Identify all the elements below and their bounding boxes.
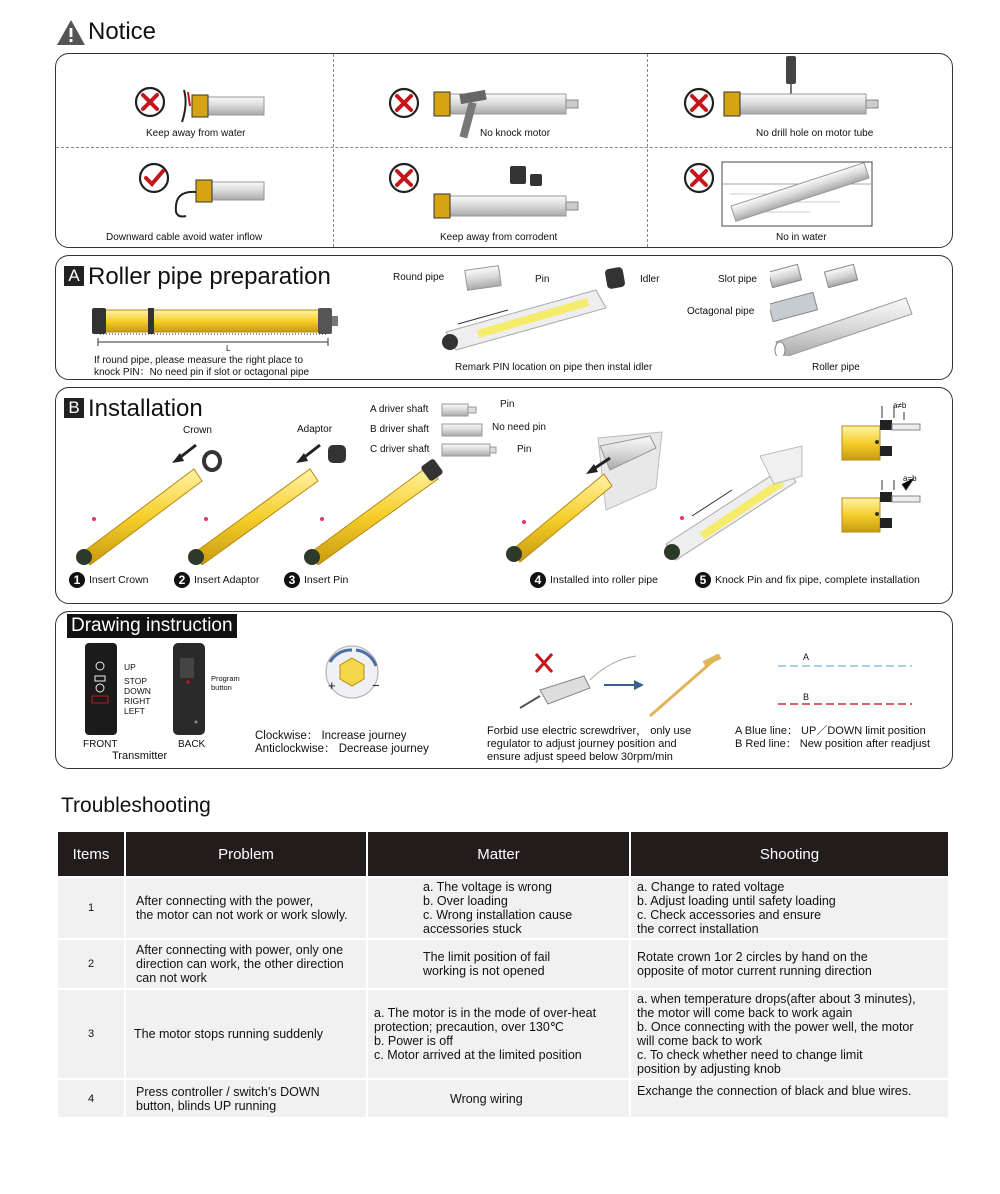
octagonal-pipe-label: Octagonal pipe: [687, 306, 755, 317]
install-step-1: 1 Insert Crown: [69, 572, 149, 588]
length-label: L: [226, 344, 231, 353]
notice-caption: No in water: [776, 232, 827, 243]
troubleshooting-table: [58, 832, 948, 1117]
shaft-a-note: Pin: [500, 399, 515, 410]
install-step-3: 3 Insert Pin: [284, 572, 348, 588]
motor-corrodent-illustration: [430, 160, 590, 220]
install-step-5: 5 Knock Pin and fix pipe, complete installation: [695, 572, 920, 588]
prohibited-icon: [683, 87, 715, 119]
table-row: [58, 939, 948, 989]
transmitter-label: Transmitter: [112, 750, 168, 762]
adaptor-label: Adaptor: [297, 424, 333, 435]
row-problem: The motor stops running suddenly: [125, 989, 367, 1079]
row-item: 3: [58, 989, 125, 1079]
knob-plus: +: [328, 678, 336, 693]
shaft-b-label: B driver shaft: [370, 424, 429, 435]
row-shooting: a. Change to rated voltage b. Adjust loading until safety loading c. Check accessories and ensure the correct installation: [630, 877, 948, 939]
round-pipe-illustration: [438, 262, 638, 362]
row-item: 2: [58, 939, 125, 989]
remote-label-down: DOWN: [124, 686, 151, 696]
install-step5-illustration: [662, 436, 812, 566]
arrow-right-icon: [604, 680, 644, 690]
remote-label-up: UP: [124, 662, 136, 672]
knob-minus: −: [372, 678, 380, 693]
row-problem: After connecting with the power, the motor can not work or work slowly.: [125, 877, 367, 939]
notice-caption: Downward cable avoid water inflow: [106, 232, 263, 243]
limit-lines-illustration: [776, 662, 914, 708]
install-step4-illustration: [500, 418, 670, 568]
notice-panel: [55, 53, 953, 248]
table-row: [58, 989, 948, 1079]
line-a-label: A: [803, 652, 810, 662]
pin-label: Pin: [535, 274, 550, 285]
warning-icon: [56, 19, 86, 46]
installation-title: B Installation: [64, 395, 203, 423]
line-b-label: B: [803, 692, 810, 702]
shaft-c-label: C driver shaft: [370, 444, 430, 455]
regulator-illustration: [644, 654, 724, 720]
row-matter: a. The motor is in the mode of over-heat protection; precaution, over 130℃ b. Power is off c. Motor arrived at the limited position: [367, 989, 630, 1079]
row-shooting: Exchange the connection of black and blue wires.: [630, 1079, 948, 1117]
row-item: 4: [58, 1079, 125, 1117]
row-matter: a. The voltage is wrong b. Over loading c. Wrong installation cause accessories stuck: [367, 877, 630, 939]
clockwise-text: Clockwise： Increase journey: [255, 730, 407, 742]
notice-caption: No knock motor: [480, 128, 551, 139]
round-pipe-label: Round pipe: [393, 272, 445, 283]
shaft-b-note: No need pin: [492, 422, 546, 433]
motor-drill-illustration: [720, 56, 888, 126]
roller-pipe-label: Roller pipe: [812, 362, 860, 373]
gap-label-unequal: a≠b: [893, 401, 907, 410]
remark-caption: Remark PIN location on pipe then instal idler: [455, 362, 653, 373]
header-items: Items: [58, 832, 125, 877]
row-matter: The limit position of fail working is not opened: [367, 939, 630, 989]
install-step-4: 4 Installed into roller pipe: [530, 572, 658, 588]
drawing-title: Drawing instruction: [67, 614, 237, 638]
table-row: [58, 877, 948, 939]
motor-cable-illustration: [168, 172, 268, 224]
shaft-c-note: Pin: [517, 444, 532, 455]
notice-title: Notice: [56, 18, 156, 46]
notice-caption: No drill hole on motor tube: [756, 128, 874, 139]
remote-label-left: LEFT: [124, 706, 145, 716]
transmitter-back: [172, 642, 208, 738]
roller-motor-illustration: [90, 304, 350, 354]
row-shooting: a. when temperature drops(after about 3 minutes), the motor will come back to work again b. Once connecting with the power well, the motor will come back to work c. To check whether need to change limit position by adjusting knob: [630, 989, 948, 1079]
lines-note: A Blue line： UP／DOWN limit position B Red line： New position after readjust: [735, 725, 931, 750]
install-step-2: 2 Insert Adaptor: [174, 572, 259, 588]
slot-pipe-label: Slot pipe: [718, 274, 757, 285]
notice-caption: Keep away from corrodent: [440, 232, 558, 243]
program-button-label: Program button: [211, 674, 240, 692]
crown-label: Crown: [183, 425, 212, 436]
prohibited-icon: [388, 162, 420, 194]
prohibited-icon: [388, 87, 420, 119]
motor-water-tank-illustration: [720, 160, 876, 228]
header-shooting: Shooting: [630, 832, 948, 877]
table-header-row: [58, 832, 948, 877]
remote-label-stop: STOP: [124, 676, 147, 686]
table-row: [58, 1079, 948, 1117]
gap-diagram-1: [840, 398, 940, 462]
roller-note: If round pipe, please measure the right place to knock PIN：No need pin if slot or octagonal pipe: [94, 355, 310, 378]
front-label: FRONT: [83, 739, 118, 750]
shaft-a-label: A driver shaft: [370, 404, 429, 415]
back-label: BACK: [178, 739, 206, 750]
anticlockwise-text: Anticlockwise： Decrease journey: [255, 743, 429, 755]
row-item: 1: [58, 877, 125, 939]
troubleshooting-title: Troubleshooting: [61, 794, 211, 817]
idler-label: Idler: [640, 274, 660, 285]
notice-caption: Keep away from water: [146, 128, 246, 139]
prohibited-icon: [134, 86, 166, 118]
header-matter: Matter: [367, 832, 630, 877]
motor-water-illustration: [174, 86, 266, 124]
roller-title: A Roller pipe preparation: [64, 263, 331, 291]
row-shooting: Rotate crown 1or 2 circles by hand on the opposite of motor current running direction: [630, 939, 948, 989]
row-matter: Wrong wiring: [367, 1079, 630, 1117]
driver-shafts-illustration: [440, 394, 500, 460]
forbid-text: Forbid use electric screwdriver， only use regulator to adjust journey position and ensure adjust speed below 30rpm/min: [487, 725, 692, 763]
allowed-icon: [138, 162, 170, 194]
prohibited-icon: [683, 162, 715, 194]
remote-label-right: RIGHT: [124, 696, 151, 706]
row-problem: After connecting with power, only one direction can work, the other direction can not work: [125, 939, 367, 989]
pipe-types-illustration: [770, 262, 920, 356]
header-problem: Problem: [125, 832, 367, 877]
gap-diagram-2: [840, 472, 940, 536]
transmitter-front: [84, 642, 120, 738]
gap-label-equal: a=b: [903, 474, 917, 483]
row-problem: Press controller / switch's DOWN button, blinds UP running: [125, 1079, 367, 1117]
